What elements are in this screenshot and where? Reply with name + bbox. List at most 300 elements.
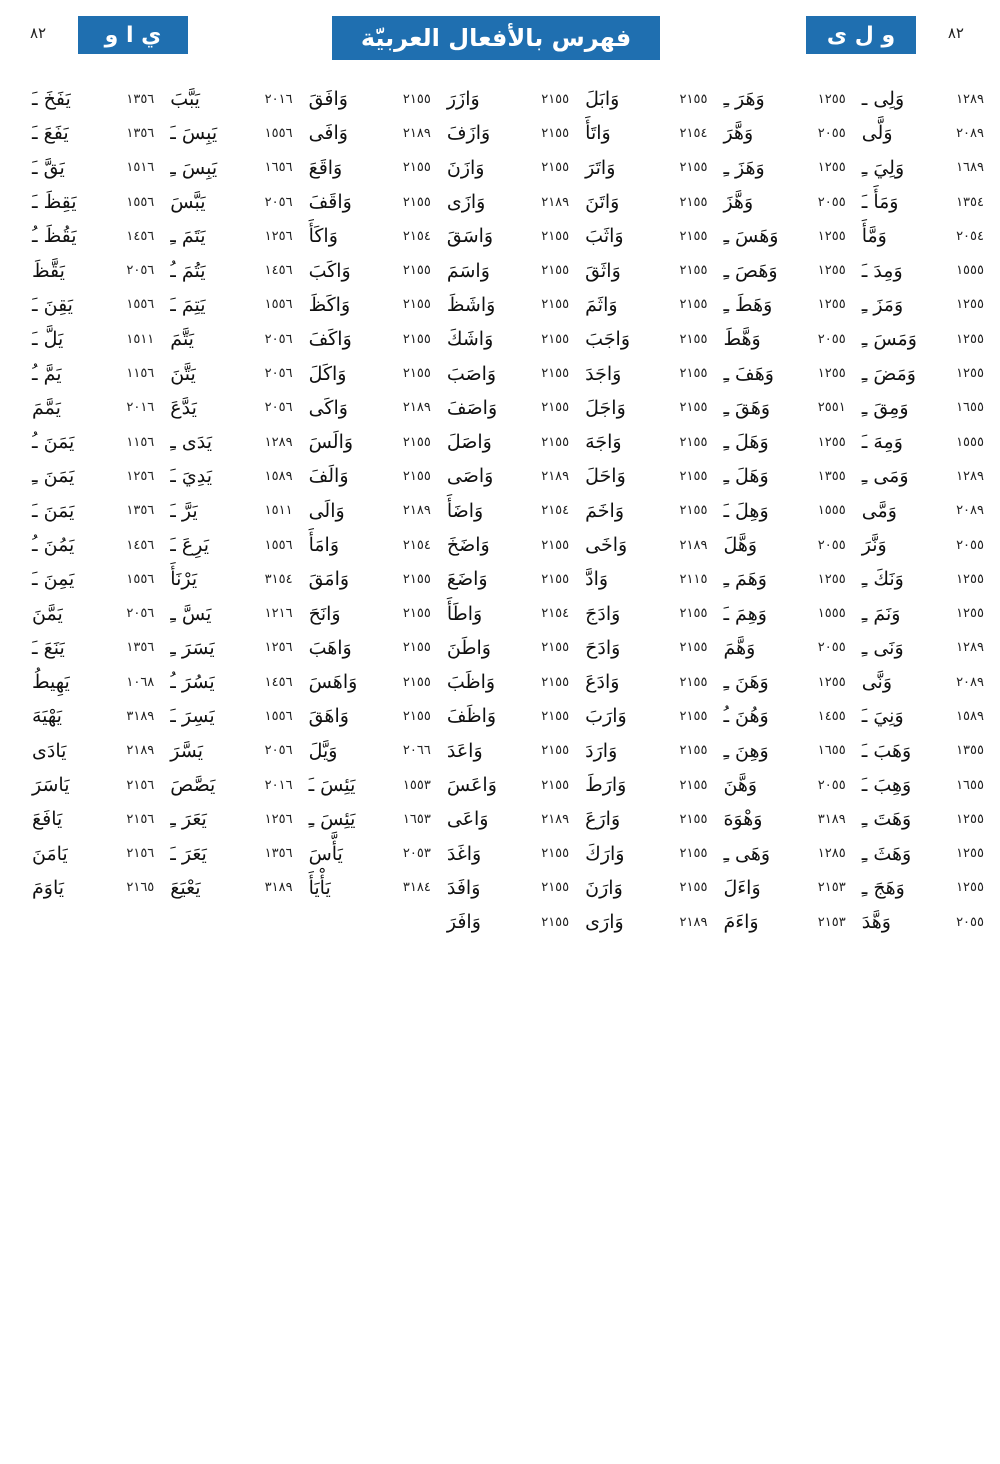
entry-verb: يَبِسَ ـَ: [170, 122, 218, 145]
entry-verb: يَعَرَ ـَ: [170, 842, 207, 865]
entry-number: ٢٠٦٦: [402, 743, 431, 759]
entry-verb: وَاثَقَ: [585, 259, 621, 282]
entry-verb: يَمِنَ ـَ: [32, 568, 75, 591]
entry-verb: وَاكَأَ: [308, 225, 338, 248]
entry-verb: وَهَزَ ـِ: [723, 156, 765, 179]
entry-verb: يَرَّ ـَ: [170, 499, 198, 522]
index-entry: [713, 494, 851, 528]
index-entry: [299, 699, 437, 733]
entry-verb: يَرْنَأَ: [170, 568, 198, 591]
entry-verb: وَارَطَ: [585, 774, 627, 797]
entry-verb: وَهَبَ ـَ: [861, 739, 912, 762]
entry-number: ٢١٥٥: [402, 674, 431, 690]
entry-verb: وَهَمَ ـِ: [723, 568, 767, 591]
entry-number: ٢٠٥٥: [817, 331, 846, 347]
entry-verb: يَفَخَ ـَ: [32, 88, 71, 111]
entry-number: ٢١٨٩: [679, 914, 708, 930]
index-entry: [575, 562, 713, 596]
entry-verb: وَاقَعَ: [308, 156, 343, 179]
entry-number: ٢١٥٥: [679, 91, 708, 107]
index-entry: [713, 116, 851, 150]
index-entry: [299, 494, 437, 528]
entry-number: ٢١٨٩: [126, 743, 155, 759]
entry-verb: يَعَرَ ـِ: [170, 808, 207, 831]
entry-number: ١٢٥٥: [956, 880, 984, 896]
index-entry: [713, 528, 851, 562]
entry-number: ٣١٥٤: [264, 571, 293, 587]
page-title: فهرس بالأفعال العربيّة: [332, 16, 660, 60]
entry-verb: وَاضَأَ: [446, 499, 484, 522]
entry-verb: وَازَنَ: [446, 156, 485, 179]
entry-number: ١٢٥٥: [956, 297, 984, 313]
index-entry: [852, 459, 990, 493]
entry-number: ٢١٥٥: [402, 468, 431, 484]
entry-verb: وَاصَبَ: [446, 362, 497, 385]
entry-number: ٢٠٥٥: [817, 537, 846, 553]
entry-number: ٢٠٨٩: [956, 503, 984, 519]
index-entry: [437, 596, 575, 630]
entry-verb: وَمَضَ ـِ: [861, 362, 916, 385]
index-entry: [852, 699, 990, 733]
section-tag-left: ي ا و: [78, 16, 188, 54]
entry-verb: وَهَصَ ـِ: [723, 259, 778, 282]
entry-verb: يَقَّظَ: [32, 259, 65, 282]
index-entry: [575, 185, 713, 219]
entry-verb: يَئِسَ ـَ: [308, 774, 356, 797]
entry-number: ٢١٥٥: [541, 640, 570, 656]
entry-verb: وَاكَى: [308, 396, 348, 419]
entry-verb: يَنَعَ ـَ: [32, 636, 65, 659]
entry-verb: وَاصَلَ: [446, 431, 492, 454]
index-entry: [299, 288, 437, 322]
entry-verb: وَنِيَ ـَ: [861, 705, 904, 728]
index-entry: [575, 665, 713, 699]
index-entry: [575, 322, 713, 356]
entry-verb: يَتُمَ ـُ: [170, 259, 206, 282]
index-entry: [437, 356, 575, 390]
entry-verb: يَاسَرَ: [32, 774, 70, 797]
entry-number: ٢١٥٥: [541, 708, 570, 724]
entry-verb: وَلَّى: [861, 122, 893, 145]
page-number-left: ٨٢: [30, 24, 47, 42]
entry-number: ٣١٨٩: [126, 708, 155, 724]
index-entry: [713, 459, 851, 493]
entry-verb: يَافَعَ: [32, 808, 63, 831]
index-entry: [160, 253, 298, 287]
index-entry: [852, 802, 990, 836]
entry-verb: وَاكَظَ: [308, 293, 351, 316]
index-entry: [852, 734, 990, 768]
entry-number: ١٢٥٥: [817, 366, 846, 382]
entry-verb: يَصَّصَ: [170, 774, 216, 797]
entry-number: ١٥٥٥: [817, 606, 846, 622]
index-entry: [299, 322, 437, 356]
entry-number: ٢١٥٥: [541, 297, 570, 313]
index-entry: [22, 665, 160, 699]
entry-number: ٢١٥٥: [679, 297, 708, 313]
entry-verb: وَارَكَ: [585, 842, 625, 865]
entry-number: ٢٠١٦: [126, 400, 155, 416]
entry-verb: وَالَى: [308, 499, 345, 522]
index-column: [437, 82, 575, 939]
entry-number: ١٣٥٦: [126, 640, 155, 656]
entry-verb: وَاتَرَ: [585, 156, 616, 179]
entry-verb: وَهَقَ ـِ: [723, 396, 771, 419]
entry-verb: يَرِعَ ـَ: [170, 534, 210, 556]
entry-number: ٣١٨٩: [817, 811, 846, 827]
entry-verb: يَهْيَهَ: [32, 705, 62, 728]
entry-number: ٢١٨٩: [679, 537, 708, 553]
entry-number: ١٢٥٥: [817, 263, 846, 279]
index-entry: [852, 253, 990, 287]
index-entry: [160, 116, 298, 150]
entry-number: ١٢٥٥: [817, 91, 846, 107]
entry-number: ٢١٥٥: [402, 571, 431, 587]
entry-verb: وَهَجَ ـِ: [861, 876, 905, 899]
entry-verb: يَأْيَأَ: [308, 876, 331, 899]
entry-verb: وَاجَبَ: [585, 328, 631, 351]
entry-verb: وَاشَظَ: [446, 293, 496, 316]
index-entry: [22, 768, 160, 802]
index-entry: [299, 837, 437, 871]
index-column: [160, 82, 298, 939]
entry-verb: يَاوَمَ: [32, 876, 65, 899]
entry-verb: يَعْيَعَ: [170, 876, 201, 899]
index-entry: [575, 356, 713, 390]
index-entry: [575, 425, 713, 459]
entry-number: ٣١٨٩: [264, 880, 293, 896]
entry-verb: وَامَقَ: [308, 568, 350, 591]
index-entry: [437, 631, 575, 665]
index-entry: [22, 802, 160, 836]
entry-number: ٢١٥٥: [541, 228, 570, 244]
entry-number: ٢١٥٥: [402, 708, 431, 724]
entry-verb: وَهَّنَ: [723, 774, 758, 797]
entry-number: ٢١٥٥: [679, 194, 708, 210]
index-entry: [299, 665, 437, 699]
index-entry: [713, 82, 851, 116]
index-entry: [160, 82, 298, 116]
entry-number: ٢١٥٥: [541, 366, 570, 382]
entry-number: ٢١٥٥: [541, 91, 570, 107]
index-entry: [160, 631, 298, 665]
entry-verb: وَافَقَ: [308, 88, 348, 111]
entry-number: ٢١٥٥: [679, 331, 708, 347]
index-column: [852, 82, 990, 939]
index-entry: [713, 665, 851, 699]
index-entry: [299, 82, 437, 116]
entry-number: ٢١٥٥: [402, 160, 431, 176]
entry-number: ٢٠٥٤: [956, 228, 984, 244]
entry-verb: وَاغَدَ: [446, 842, 482, 865]
index-entry: [852, 562, 990, 596]
entry-number: ٢٠٨٩: [956, 125, 984, 141]
index-entry: [437, 151, 575, 185]
index-entry: [575, 905, 713, 939]
entry-verb: وَازَفَ: [446, 122, 491, 145]
entry-number: ١٢٨٩: [956, 468, 984, 484]
index-column: [22, 82, 160, 939]
index-entry: [713, 734, 851, 768]
index-entry: [22, 459, 160, 493]
index-entry: [852, 596, 990, 630]
index-entry: [160, 494, 298, 528]
entry-number: ١٢٥٥: [817, 228, 846, 244]
entry-number: ١٥٨٩: [264, 468, 293, 484]
entry-number: ٢١٥٥: [679, 468, 708, 484]
index-entry: [852, 768, 990, 802]
entry-number: ١٢٥٥: [817, 674, 846, 690]
index-entry: [437, 219, 575, 253]
index-entry: [22, 219, 160, 253]
index-entry: [160, 699, 298, 733]
index-entry: [437, 871, 575, 905]
entry-number: ١٣٥٦: [126, 91, 155, 107]
index-entry: [299, 871, 437, 905]
entry-number: ٢١٥٥: [679, 743, 708, 759]
entry-verb: وَاءَمَ: [723, 911, 759, 934]
index-entry: [713, 185, 851, 219]
entry-number: ١٥٥٦: [126, 297, 155, 313]
entry-number: ٢١٥٥: [679, 366, 708, 382]
entry-verb: يَسِرَ ـَ: [170, 705, 215, 728]
entry-verb: يَادَى: [32, 739, 67, 762]
entry-number: ١٤٥٦: [264, 674, 293, 690]
entry-verb: وَمِهَ ـَ: [861, 431, 903, 454]
entry-verb: يَدِيَ ـَ: [170, 465, 213, 488]
entry-number: ٢١٥٥: [541, 537, 570, 553]
index-entry: [575, 288, 713, 322]
entry-verb: وَاضَخَ: [446, 534, 490, 556]
entry-number: ٢١٥٥: [541, 434, 570, 450]
entry-verb: يَمُنَ ـُ: [32, 534, 75, 556]
entry-number: ٢٠٨٩: [956, 674, 984, 690]
entry-number: ٢١٥٥: [541, 674, 570, 690]
entry-verb: وَاتَنَ: [585, 191, 620, 214]
entry-number: ٢١٥٥: [679, 708, 708, 724]
entry-number: ١٢٥٥: [817, 434, 846, 450]
entry-number: ١٣٥٤: [956, 194, 984, 210]
entry-number: ١٢٥٥: [956, 571, 984, 587]
entry-number: ١٤٥٥: [817, 708, 846, 724]
entry-number: ١٢٨٥: [817, 846, 846, 862]
index-entry: [575, 802, 713, 836]
index-entry: [575, 494, 713, 528]
entry-verb: وَهَتَ ـِ: [861, 808, 912, 831]
entry-verb: وَهَّلَ: [723, 534, 758, 556]
entry-verb: وَمَزَ ـِ: [861, 293, 904, 316]
entry-number: ٢٠٥٥: [817, 777, 846, 793]
entry-number: ٢٠٥٥: [817, 194, 846, 210]
entry-number: ٢١٥٥: [402, 91, 431, 107]
entry-verb: يَقُظَ ـُ: [32, 225, 77, 248]
index-entry: [575, 253, 713, 287]
entry-number: ٢١٥٥: [679, 640, 708, 656]
entry-verb: وَادَحَ: [585, 636, 621, 659]
entry-verb: وَاكَبَ: [308, 259, 351, 282]
index-entry: [852, 905, 990, 939]
index-entry: [437, 802, 575, 836]
entry-verb: وَاطَنَ: [446, 636, 491, 659]
index-entry: [713, 596, 851, 630]
entry-verb: وَمَسَ ـِ: [861, 328, 917, 351]
index-entry: [437, 185, 575, 219]
entry-number: ٢١٥٥: [541, 331, 570, 347]
entry-number: ٢١٥٥: [679, 400, 708, 416]
entry-verb: يَسُرَ ـُ: [170, 671, 215, 694]
entry-verb: وَاصَى: [446, 465, 494, 488]
entry-verb: وَاضَعَ: [446, 568, 488, 591]
entry-number: ١٢٥٥: [817, 160, 846, 176]
index-entry: [575, 699, 713, 733]
entry-verb: وَنَى ـِ: [861, 636, 904, 659]
entry-verb: يَبِسَ ـِ: [170, 156, 218, 179]
entry-verb: وَمَّى: [861, 499, 897, 522]
entry-verb: يَسَرَ ـِ: [170, 636, 215, 659]
entry-number: ٢١٥٥: [541, 263, 570, 279]
entry-number: ٢١٦٥: [126, 880, 155, 896]
entry-verb: وَهِبَ ـَ: [861, 774, 912, 797]
index-entry: [852, 425, 990, 459]
index-entry: [22, 82, 160, 116]
entry-verb: وَاجَهَ: [585, 431, 622, 454]
entry-verb: وَاسَقَ: [446, 225, 494, 248]
index-entry: [22, 699, 160, 733]
entry-verb: وَاهَسَ: [308, 671, 358, 694]
entry-number: ٢١٥٣: [817, 880, 846, 896]
entry-number: ٢٠٥٦: [126, 263, 155, 279]
index-entry: [575, 631, 713, 665]
entry-number: ١٦٥٥: [956, 400, 984, 416]
entry-number: ٢٠٥٦: [264, 331, 293, 347]
entry-verb: وَاتَأَ: [585, 122, 611, 145]
entry-number: ١٢٨٩: [264, 434, 293, 450]
entry-number: ٢١٥٦: [126, 777, 155, 793]
index-entry: [437, 734, 575, 768]
index-entry: [713, 219, 851, 253]
entry-number: ٢١٥٥: [679, 606, 708, 622]
index-entry: [299, 185, 437, 219]
entry-number: ١٢٥٥: [956, 366, 984, 382]
entry-verb: وَاحَلَ: [585, 465, 626, 488]
entry-verb: يَأَّسَ: [308, 842, 343, 865]
entry-number: ٢١٥٤: [402, 228, 431, 244]
entry-number: ٢٠٥٦: [264, 194, 293, 210]
index-entry: [22, 528, 160, 562]
entry-number: ٢١٥٥: [402, 263, 431, 279]
entry-verb: يَتَّنَ: [170, 362, 196, 385]
index-entry: [852, 82, 990, 116]
entry-number: ١٢٥٥: [817, 571, 846, 587]
index-entry: [160, 288, 298, 322]
entry-verb: وَاظَبَ: [446, 671, 496, 694]
index-entry: [299, 528, 437, 562]
entry-number: ١٦٥٦: [264, 160, 293, 176]
entry-number: ١٢٥٦: [264, 640, 293, 656]
index-entry: [22, 288, 160, 322]
index-entry: [852, 871, 990, 905]
index-entry: [713, 151, 851, 185]
entry-number: ٢١٥٥: [679, 811, 708, 827]
index-entry: [22, 596, 160, 630]
index-entry: [299, 734, 437, 768]
entry-verb: وَهَى ـِ: [723, 842, 771, 865]
entry-verb: وَازَى: [446, 191, 486, 214]
index-entry: [299, 391, 437, 425]
index-entry: [22, 631, 160, 665]
index-entry: [713, 837, 851, 871]
entry-number: ١٥١٦: [126, 160, 155, 176]
index-entry: [160, 391, 298, 425]
index-entry: [299, 151, 437, 185]
entry-number: ١٢٥٦: [264, 228, 293, 244]
entry-number: ٢١٨٩: [402, 400, 431, 416]
entry-number: ٢٠٥٦: [264, 366, 293, 382]
index-entry: [299, 768, 437, 802]
entry-verb: وَهَّدَ: [861, 911, 891, 934]
entry-verb: يَهِيطُ: [32, 671, 70, 694]
index-entry: [437, 391, 575, 425]
entry-number: ٢١٨٩: [541, 468, 570, 484]
entry-verb: وَاخَى: [585, 534, 628, 556]
index-column: [299, 82, 437, 939]
index-entry: [299, 802, 437, 836]
index-entry: [575, 151, 713, 185]
entry-verb: يَسَّرَ: [170, 739, 204, 762]
entry-verb: يَفَعَ ـَ: [32, 122, 69, 145]
entry-verb: وَافَرَ: [446, 911, 481, 934]
index-column: [575, 82, 713, 939]
entry-verb: وَازَرَ: [446, 88, 480, 111]
index-entry: [160, 665, 298, 699]
entry-verb: وَامَأَ: [308, 534, 339, 556]
index-entry: [160, 151, 298, 185]
index-entry: [713, 356, 851, 390]
index-entry: [437, 494, 575, 528]
index-entry: [852, 391, 990, 425]
entry-number: ١٦٥٥: [817, 743, 846, 759]
index-entry: [299, 459, 437, 493]
entry-number: ١٢٨٩: [956, 640, 984, 656]
index-entry: [22, 116, 160, 150]
index-entry: [713, 631, 851, 665]
entry-number: ١٥٥٣: [402, 777, 431, 793]
entry-verb: وَمَأَ ـَ: [861, 191, 899, 214]
index-entry: [160, 356, 298, 390]
entry-verb: وَهَّطَ: [723, 328, 761, 351]
index-entry: [852, 288, 990, 322]
entry-number: ١٦٥٣: [402, 811, 431, 827]
index-entry: [852, 219, 990, 253]
index-entry: [437, 905, 575, 939]
entry-verb: وَارَدَ: [585, 739, 618, 762]
entry-number: ٢٠٥٦: [264, 400, 293, 416]
index-entry: [22, 151, 160, 185]
entry-verb: وَاءَلَ: [723, 876, 761, 899]
index-entry: [437, 699, 575, 733]
index-entry: [713, 322, 851, 356]
entry-verb: وَهَّرَ: [723, 122, 754, 145]
entry-number: ٢١٥٥: [679, 228, 708, 244]
entry-number: ٢٠١٦: [264, 777, 293, 793]
entry-number: ١٢٥٥: [956, 811, 984, 827]
entry-verb: وَاجَدَ: [585, 362, 622, 385]
entry-verb: وَاخَمَ: [585, 499, 625, 522]
index-entry: [852, 837, 990, 871]
index-entry: [22, 734, 160, 768]
index-entry: [160, 425, 298, 459]
entry-verb: يَمَنَ ـُ: [32, 431, 75, 454]
